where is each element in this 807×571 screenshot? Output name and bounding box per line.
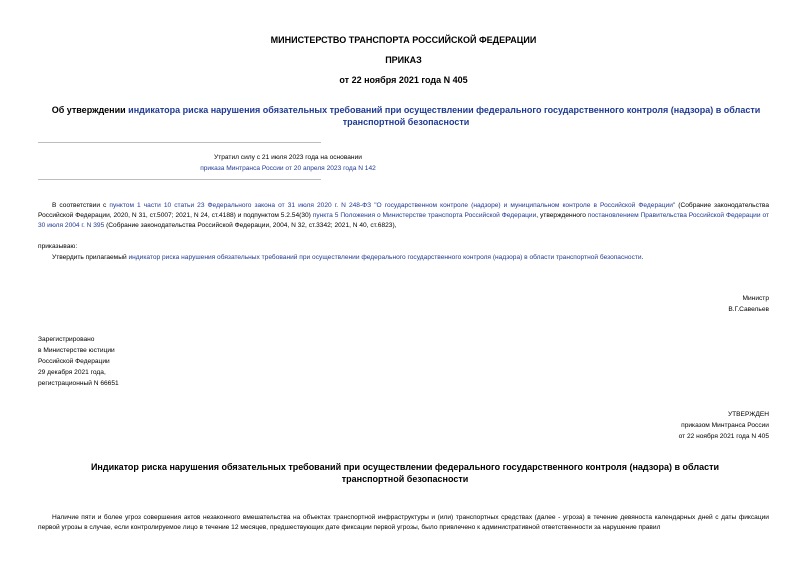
approve-paragraph: [38, 253, 769, 263]
status-divider-top: [38, 142, 321, 143]
preamble-text-mid1: (Собрание законодательства Российской Федерации, 2020, N 31, ст.5007; 2021, N 24, ст.4188) и подпунктом 5.2.54(30): [38, 202, 769, 219]
indicator-title: Индикатор риска нарушения обязательных требований при осуществлении федерального государственного контроля (надзора) в области транспортной безопасности: [90, 462, 720, 484]
preamble-paragraph: [38, 201, 769, 231]
government-decree-link[interactable]: постановлением Правительства Российской Федерации от 30 июля 2004 г. N 395: [38, 212, 769, 229]
signature-name: В.Г.Савельев: [728, 306, 769, 313]
approved-by-order: приказом Минтранса России: [681, 422, 769, 429]
registration-line-3: Российской Федерации: [38, 358, 110, 365]
signature-position: Министр: [742, 295, 769, 302]
preamble-text-end: (Собрание законодательства Российской Федерации, 2004, N 32, ст.3342; 2021, N 40, ст.6823),: [104, 222, 397, 229]
approve-text-end: .: [641, 254, 644, 261]
regulation-link[interactable]: пункта 5 Положения о Министерстве транспорта Российской Федерации: [312, 212, 537, 219]
registration-line-1: Зарегистрировано: [38, 336, 95, 343]
ministry-heading: МИНИСТЕРСТВО ТРАНСПОРТА РОССИЙСКОЙ ФЕДЕРАЦИИ: [270, 35, 537, 45]
status-line: Утратил силу с 21 июля 2023 года на основании: [214, 154, 362, 161]
indicator-text: Наличие пяти и более угроз совершения актов незаконного вмешательства на объектах транспортной инфраструктуры и (или) транспортных средствах (далее - угроза) в течение девяноста календарных дней с даты фиксации первой угрозы в случае, если контролируемое лицо в течение 12 месяцев, предшествующих дате фиксации первой угрозы, было привлечено к административной ответственности за нарушение правил: [38, 514, 769, 531]
registration-line-2: в Министерстве юстиции: [38, 347, 115, 354]
status-link[interactable]: приказа Минтранса России от 20 апреля 2023 года N 142: [200, 165, 376, 172]
registration-line-4: 29 декабря 2021 года,: [38, 369, 106, 376]
registration-line-5: регистрационный N 66651: [38, 380, 119, 387]
status-divider-bottom: [38, 179, 321, 180]
preamble-text-mid2: , утвержденного: [536, 212, 588, 219]
order-word: приказываю:: [38, 243, 78, 250]
approve-text-start: Утвердить прилагаемый: [52, 254, 129, 261]
document-title: [50, 104, 762, 128]
preamble-text-start: В соответствии с: [52, 202, 110, 209]
approved-heading: УТВЕРЖДЕН: [727, 411, 769, 418]
law-248-link[interactable]: пунктом 1 части 10 статьи 23 Федерального закона от 31 июля 2020 г. N 248-ФЗ "О государственном контроле (надзоре) и муниципальном контроле в Российской Федерации": [109, 202, 676, 209]
approved-date: от 22 ноября 2021 года N 405: [678, 433, 769, 440]
title-link[interactable]: индикатора риска нарушения обязательных требований при осуществлении федерального государственного контроля (надзора) в области транспортной безопасности: [128, 105, 761, 127]
doc-date-number: от 22 ноября 2021 года N 405: [339, 75, 468, 85]
indicator-link[interactable]: индикатор риска нарушения обязательных требований при осуществлении федерального государственного контроля (надзора) в области транспортной безопасности: [128, 254, 642, 261]
doc-type-heading: ПРИКАЗ: [385, 55, 422, 65]
title-prefix: Об утверждении: [51, 105, 129, 115]
